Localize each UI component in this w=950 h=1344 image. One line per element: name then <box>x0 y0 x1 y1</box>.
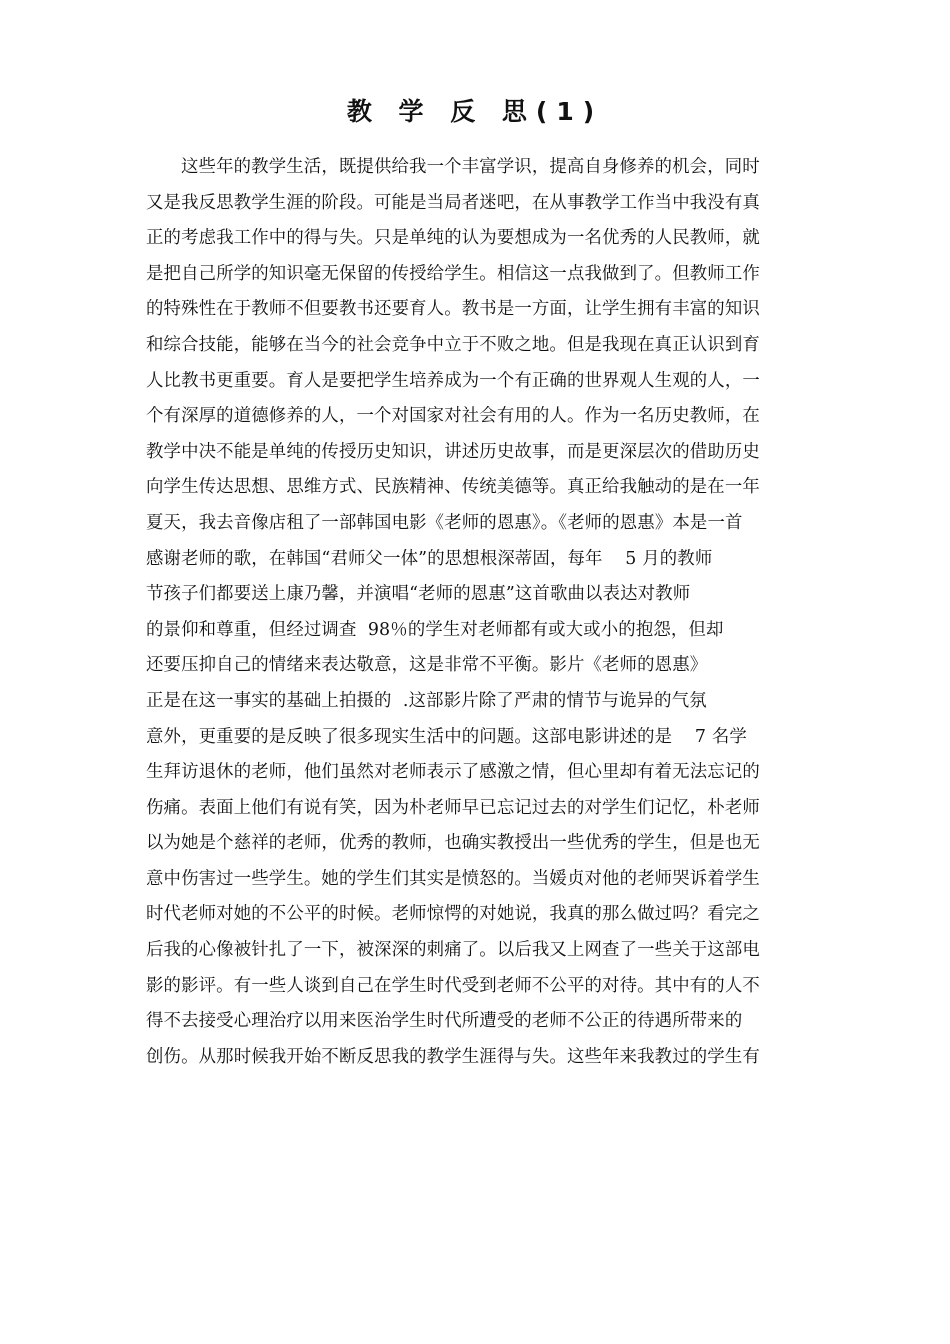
text-line: 后我的心像被针扎了一下，被深深的刺痛了。以后我又上网查了一些关于这部电 <box>146 940 760 961</box>
text-line: 创伤。从那时候我开始不断反思我的教学生涯得与失。这些年来我教过的学生有 <box>146 1046 760 1067</box>
text-line: 正是在这一事实的基础上拍摄的 .这部影片除了严肃的情节与诡异的气氛 <box>146 690 707 711</box>
document-title: 教 学 反 思(1) <box>346 97 604 126</box>
text-line: 影的影评。有一些人谈到自己在学生时代受到老师不公平的对待。其中有的人不 <box>146 975 760 996</box>
document-body <box>146 150 818 1075</box>
text-line: 个有深厚的道德修养的人，一个对国家对社会有用的人。作为一名历史教师，在 <box>146 406 760 427</box>
text-line: 又是我反思教学生涯的阶段。可能是当局者迷吧，在从事教学工作当中我没有真 <box>146 192 760 213</box>
text-line: 正的考虑我工作中的得与失。只是单纯的认为要想成为一名优秀的人民教师，就 <box>146 228 760 249</box>
text-line: 时代老师对她的不公平的时候。老师惊愕的对她说，我真的那么做过吗？看完之 <box>146 904 760 925</box>
text-line: 的景仰和尊重，但经过调查 98％的学生对老师都有或大或小的抱怨，但却 <box>146 619 724 640</box>
text-line: 感谢老师的歌，在韩国“君师父一体”的思想根深蒂固，每年 5 月的教师 <box>146 548 713 569</box>
text-line: 这些年的教学生活，既提供给我一个丰富学识，提高自身修养的机会，同时 <box>181 157 760 177</box>
text-line: 节孩子们都要送上康乃馨，并演唱“老师的恩惠”这首歌曲以表达对教师 <box>146 584 691 605</box>
text-line: 还要压抑自己的情绪来表达敬意，这是非常不平衡。影片《老师的恩惠》 <box>146 655 708 676</box>
text-line: 以为她是个慈祥的老师，优秀的教师，也确实教授出一些优秀的学生，但是也无 <box>146 833 760 854</box>
text-line: 得不去接受心理治疗以用来医治学生时代所遭受的老师不公正的待遇所带来的 <box>146 1011 743 1032</box>
text-line: 和综合技能，能够在当今的社会竞争中立于不败之地。但是我现在真正认识到育 <box>146 334 760 355</box>
text-line: 伤痛。表面上他们有说有笑，因为朴老师早已忘记过去的对学生们记忆，朴老师 <box>146 797 760 818</box>
text-line: 的特殊性在于教师不但要教书还要育人。教书是一方面，让学生拥有丰富的知识 <box>146 299 760 320</box>
text-line: 生拜访退休的老师，他们虽然对老师表示了感激之情，但心里却有着无法忘记的 <box>146 762 760 783</box>
text-line: 是把自己所学的知识毫无保留的传授给学生。相信这一点我做到了。但教师工作 <box>146 263 760 284</box>
text-line: 意外，更重要的是反映了很多现实生活中的问题。这部电影讲述的是 7 名学 <box>146 726 747 747</box>
text-line: 教学中决不能是单纯的传授历史知识，讲述历史故事，而是更深层次的借助历史 <box>146 441 760 462</box>
text-line: 向学生传达思想、思维方式、民族精神、传统美德等。真正给我触动的是在一年 <box>146 477 760 498</box>
text-line: 意中伤害过一些学生。她的学生们其实是愤怒的。当媛贞对他的老师哭诉着学生 <box>146 868 760 889</box>
text-line: 人比教书更重要。育人是要把学生培养成为一个有正确的世界观人生观的人，一 <box>146 370 760 391</box>
text-line: 夏天，我去音像店租了一部韩国电影《老师的恩惠》。《老师的恩惠》本是一首 <box>146 512 743 533</box>
